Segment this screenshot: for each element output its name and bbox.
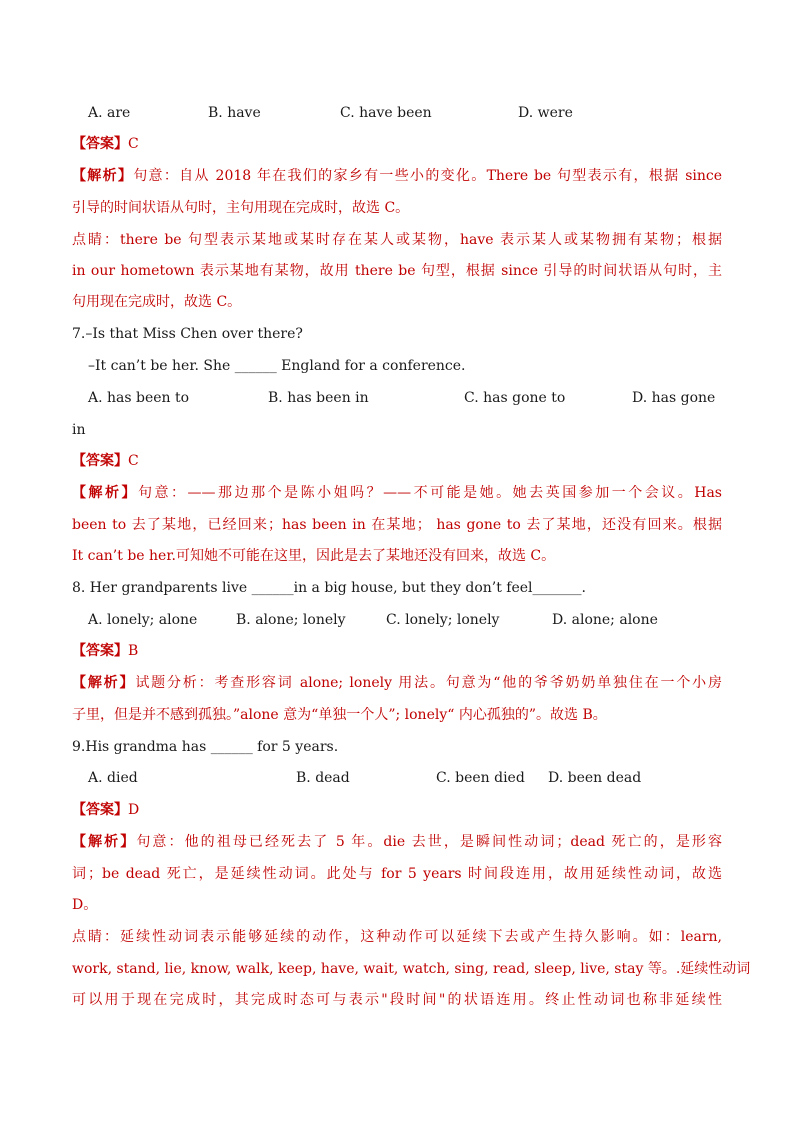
q9-answer bbox=[72, 800, 722, 820]
q6-option-c: C. have been bbox=[340, 105, 432, 121]
q6-answer bbox=[72, 134, 722, 154]
q7-option-wrap: in bbox=[72, 422, 86, 438]
analysis-tag: 【解析】 bbox=[72, 834, 137, 850]
q9-question: 9.His grandma has ______ for 5 years. bbox=[72, 739, 339, 755]
q8-option-b: B. alone; lonely bbox=[236, 612, 346, 628]
q7-option-a: A. has been to bbox=[88, 390, 190, 406]
q9-option-c: C. been died bbox=[436, 770, 525, 786]
answer-value: C bbox=[128, 453, 139, 469]
answer-value: D bbox=[128, 802, 140, 818]
q9-option-d: D. been dead bbox=[548, 770, 642, 786]
q7-option-b: B. has been in bbox=[268, 390, 369, 406]
answer-tag: 【答案】 bbox=[72, 802, 128, 818]
q6-note-line-3: 句用现在完成时，故选 C。 bbox=[72, 294, 242, 310]
q8-option-a: A. lonely; alone bbox=[88, 612, 198, 628]
q6-note-line-1: 点睛：there be 句型表示某地或某时存在某人或某物，have 表示某人或某物拥有某物；根据 bbox=[72, 232, 722, 248]
q7-analysis-line-1: 【解析】句意：——那边那个是陈小姐吗？——不可能是她。她去英国参加一个会议。Has bbox=[72, 485, 722, 501]
q9-option-a: A. died bbox=[88, 770, 138, 786]
q9-analysis-line-3: D。 bbox=[72, 897, 98, 913]
q8-option-d: D. alone; alone bbox=[552, 612, 658, 628]
q8-answer bbox=[72, 641, 722, 661]
q7-question-line-1: 7.–Is that Miss Chen over there? bbox=[72, 326, 303, 342]
q6-analysis-line-2: 引导的时间状语从句时，主句用现在完成时，故选 C。 bbox=[72, 200, 410, 216]
q8-analysis-line-2: 子里，但是并不感到孤独。”alone 意为“单独一个人”; lonely“ 内心孤独的”。故选 B。 bbox=[72, 707, 607, 723]
q9-note-line-2: work, stand, lie, know, walk, keep, have, wait, watch, sing, read, sleep, live, stay 等。.延续性动词 bbox=[72, 961, 751, 977]
q6-note-line-2: in our hometown 表示某地有某物，故用 there be 句型，根据 since 引导的时间状语从句时，主 bbox=[72, 263, 722, 279]
q9-note-line-1: 点睛：延续性动词表示能够延续的动作，这种动作可以延续下去或产生持久影响。如：learn, bbox=[72, 929, 722, 945]
answer-tag: 【答案】 bbox=[72, 453, 128, 469]
q6-option-d: D. were bbox=[518, 105, 573, 121]
analysis-tag: 【解析】 bbox=[72, 168, 134, 184]
analysis-tag: 【解析】 bbox=[72, 485, 139, 501]
q7-option-d: D. has gone bbox=[632, 390, 716, 406]
q8-question: 8. Her grandparents live ______in a big house, but they don’t feel_______. bbox=[72, 580, 586, 596]
answer-value: C bbox=[128, 136, 139, 152]
q8-analysis-line-1: 【解析】试题分析：考查形容词 alone; lonely 用法。句意为“他的爷爷奶奶单独住在一个小房 bbox=[72, 675, 722, 691]
q6-option-a: A. are bbox=[88, 105, 131, 121]
q7-option-c: C. has gone to bbox=[464, 390, 566, 406]
q6-analysis-line-1: 【解析】句意：自从 2018 年在我们的家乡有一些小的变化。There be 句型表示有，根据 since bbox=[72, 168, 722, 184]
q7-analysis-line-3: It can’t be her.可知她不可能在这里，因此是去了某地还没有回来，故选 C。 bbox=[72, 548, 556, 564]
q7-analysis-line-2: been to 去了某地，已经回来；has been in 在某地； has gone to 去了某地，还没有回来。根据 bbox=[72, 517, 722, 533]
q9-option-b: B. dead bbox=[296, 770, 350, 786]
q9-note-line-3: 可以用于现在完成时，其完成时态可与表示"段时间"的状语连用。终止性动词也称非延续性 bbox=[72, 992, 722, 1008]
q9-analysis-line-2: 词；be dead 死亡，是延续性动词。此处与 for 5 years 时间段连用，故用延续性动词，故选 bbox=[72, 866, 722, 882]
answer-value: B bbox=[128, 643, 139, 659]
answer-tag: 【答案】 bbox=[72, 136, 128, 152]
q8-option-c: C. lonely; lonely bbox=[386, 612, 500, 628]
q6-option-b: B. have bbox=[208, 105, 261, 121]
answer-tag: 【答案】 bbox=[72, 643, 128, 659]
analysis-tag: 【解析】 bbox=[72, 675, 136, 691]
q7-answer bbox=[72, 451, 722, 471]
q9-analysis-line-1: 【解析】句意：他的祖母已经死去了 5 年。die 去世，是瞬间性动词；dead 死亡的，是形容 bbox=[72, 834, 722, 850]
q7-question-line-2: –It can’t be her. She ______ England for a conference. bbox=[88, 358, 466, 374]
